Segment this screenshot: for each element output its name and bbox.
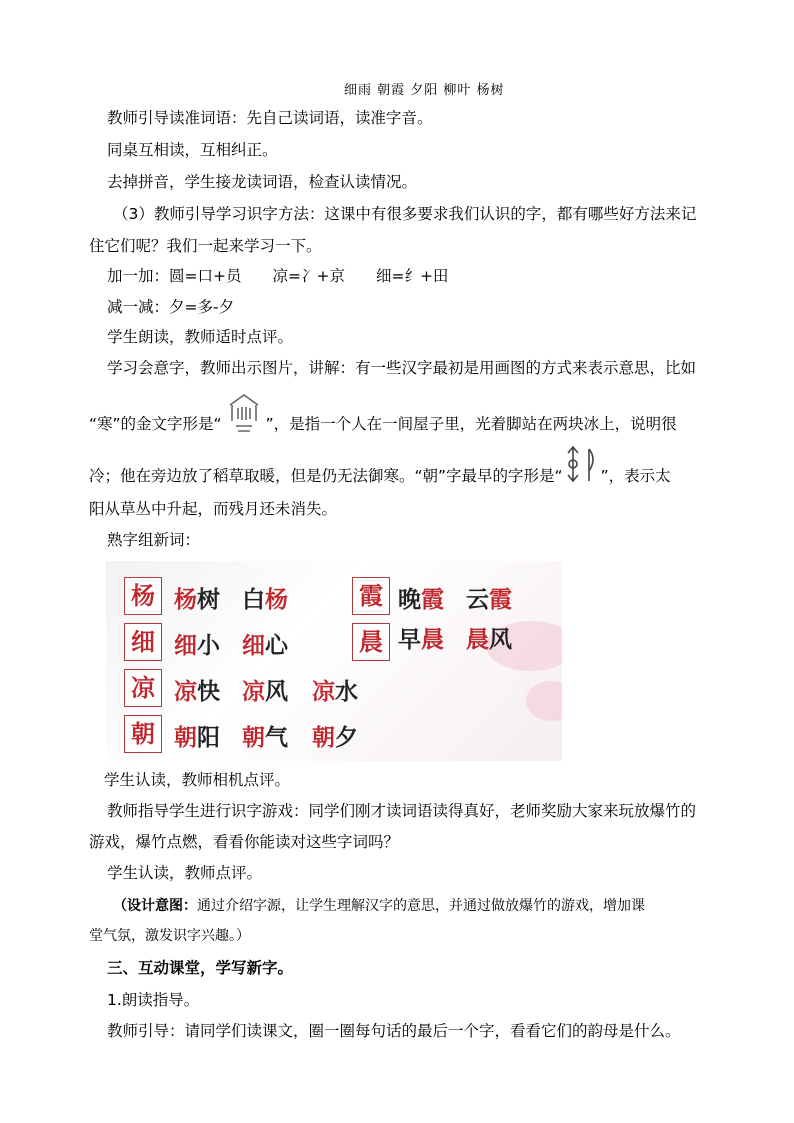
text-line: 学生认读，教师点评。 xyxy=(107,864,263,882)
word-char: 白 xyxy=(242,586,265,613)
text-fragment: 通过介绍字源，让学生理解汉字的意思，并通过做放爆竹的游戏，增加课 xyxy=(197,898,645,914)
han-bronze-glyph-icon xyxy=(222,391,266,435)
word-char: 水 xyxy=(335,678,358,705)
text-line: 学生认读，教师相机点评。 xyxy=(104,771,291,789)
word-char: 夕 xyxy=(335,724,358,751)
text-line: 学生朗读，教师适时点评。 xyxy=(107,328,294,346)
word-char: 风 xyxy=(265,678,288,705)
text-line: 住它们呢？我们一起来学习一下。 xyxy=(89,237,322,255)
word-char: 晚 xyxy=(398,586,421,613)
word xyxy=(174,627,220,660)
zhao-ancient-glyph-icon xyxy=(563,441,601,485)
word-char: 朝 xyxy=(174,724,197,751)
word-char: 晨 xyxy=(466,626,489,653)
word xyxy=(242,581,288,614)
blossom-decoration xyxy=(526,681,562,721)
text-line: 游戏，爆竹点燃，看看你能读对这些字词吗？ xyxy=(89,833,400,851)
text-line xyxy=(89,414,677,435)
target-char-box: 凉 xyxy=(124,669,162,707)
text-line: 阳从草丛中升起，而残月还未消失。 xyxy=(89,500,338,518)
word-char: 心 xyxy=(265,632,288,659)
word-char: 凉 xyxy=(312,678,335,705)
word-char: 霞 xyxy=(421,586,444,613)
target-char-box: 杨 xyxy=(124,577,162,615)
text-line: （3）教师引导学习识字方法：这课中有很多要求我们认识的字，都有哪些好方法来记 xyxy=(113,205,697,223)
word xyxy=(466,621,512,654)
word-char: 阳 xyxy=(197,724,220,751)
word-char: 晨 xyxy=(421,626,444,653)
text-fragment: ”，表示太 xyxy=(600,467,671,485)
text-line: 加一加：圆=口+员 凉=冫+京 细=纟+田 xyxy=(107,267,449,285)
word-char: 杨 xyxy=(174,586,197,613)
text-line: 1.朗读指导。 xyxy=(107,991,200,1009)
word-char: 早 xyxy=(398,626,421,653)
design-intent-label: （设计意图： xyxy=(113,898,197,914)
word-char: 霞 xyxy=(489,586,512,613)
word xyxy=(242,627,288,660)
target-char-box: 朝 xyxy=(124,715,162,753)
word xyxy=(174,719,220,752)
text-fragment: 冷；他在旁边放了稻草取暖，但是仍无法御寒。“朝”字最早的字形是“ xyxy=(89,467,563,485)
target-char-box: 霞 xyxy=(352,577,390,615)
text-line: 教师指导学生进行识字游戏：同学们刚才读词语读得真好，老师奖励大家来玩放爆竹的 xyxy=(107,802,697,820)
word xyxy=(398,581,444,614)
text-line: 熟字组新词： xyxy=(107,531,201,549)
text-line: 教师引导：请同学们读课文，圈一圈每句话的最后一个字，看看它们的韵母是什么。 xyxy=(107,1022,681,1040)
text-line: 去掉拼音，学生接龙读词语，检查认读情况。 xyxy=(107,173,418,191)
text-line: 减一减：夕=多-夕 xyxy=(107,298,235,316)
word-char: 快 xyxy=(197,678,220,705)
word xyxy=(312,673,358,706)
word xyxy=(312,719,358,752)
word-char: 细 xyxy=(174,632,197,659)
header-words: 细雨 朝霞 夕阳 柳叶 杨树 xyxy=(344,83,505,98)
text-line: 堂气氛，激发识字兴趣。） xyxy=(89,928,250,944)
text-line: 教师引导读准词语：先自己读词语，读准字音。 xyxy=(107,109,433,127)
word-char: 朝 xyxy=(242,724,265,751)
word-char: 树 xyxy=(197,586,220,613)
design-intent-line xyxy=(113,896,645,916)
word-char: 细 xyxy=(242,632,265,659)
text-fragment: “寒”的金文字形是“ xyxy=(89,415,222,433)
text-line xyxy=(89,466,671,486)
word-char: 凉 xyxy=(174,678,197,705)
word-char: 气 xyxy=(265,724,288,751)
text-line: 同桌互相读，互相纠正。 xyxy=(107,141,278,159)
target-char-box: 细 xyxy=(124,623,162,661)
word-char: 小 xyxy=(197,632,220,659)
text-line: 学习会意字，教师出示图片，讲解：有一些汉字最初是用画图的方式来表示意思，比如 xyxy=(107,359,697,377)
word-char: 朝 xyxy=(312,724,335,751)
text-fragment: ”，是指一个人在一间屋子里，光着脚站在两块冰上，说明很 xyxy=(265,415,677,433)
word xyxy=(466,581,512,614)
word-card-image xyxy=(106,561,562,761)
word-char: 凉 xyxy=(242,678,265,705)
word-char: 风 xyxy=(489,626,512,653)
word xyxy=(398,621,444,654)
target-char-box: 晨 xyxy=(352,623,390,661)
word xyxy=(242,673,288,706)
word xyxy=(174,673,220,706)
word xyxy=(242,719,288,752)
word-char: 云 xyxy=(466,586,489,613)
word xyxy=(174,581,220,614)
word-char: 杨 xyxy=(265,586,288,613)
section-heading: 三、互动课堂，学写新字。 xyxy=(107,959,294,977)
